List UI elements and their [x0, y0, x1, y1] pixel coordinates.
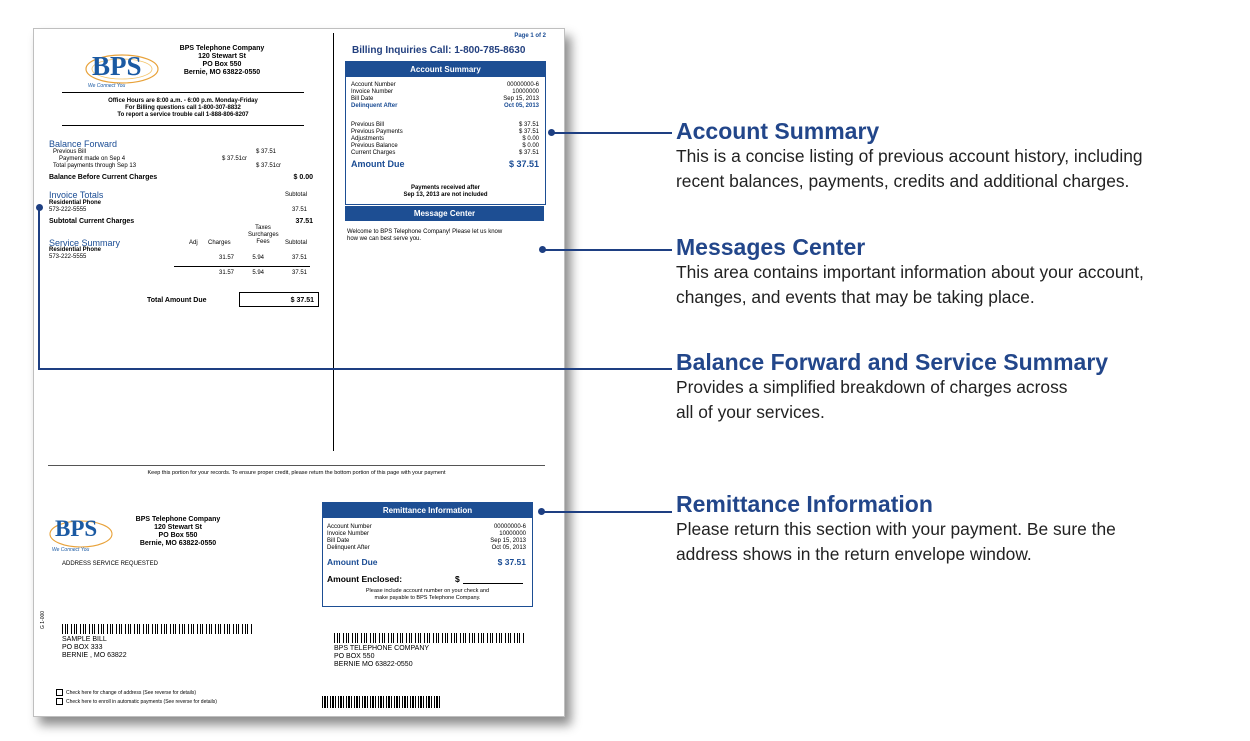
message-line: Welcome to BPS Telephone Company! Please let us know	[347, 229, 503, 235]
connector-messages	[542, 249, 672, 251]
total-fees: 5.94	[252, 270, 264, 276]
remit-row	[327, 538, 526, 545]
total-charges: 31.57	[218, 270, 234, 276]
row-value: $ 37.51	[518, 122, 539, 128]
amount-due-value: $ 37.51	[497, 557, 526, 567]
invoice-totals-title: Invoice Totals	[49, 190, 104, 200]
row-label: Current Charges	[351, 150, 396, 156]
totals-rule	[174, 266, 310, 267]
company-city: Bernie, MO 63822-0550	[183, 69, 261, 76]
amount-due-label: Amount Due	[351, 159, 405, 169]
callout-title: Remittance Information	[676, 491, 933, 517]
company-name: BPS Telephone Company	[135, 516, 221, 523]
invoice-phone: 573-222-5555	[49, 207, 87, 213]
total-due-box: $ 37.51	[239, 292, 319, 307]
checkbox-label: Check here to enroll in automatic payments (See reverse for details)	[66, 699, 217, 705]
divider	[62, 125, 304, 126]
row-label: Invoice Number	[327, 531, 370, 537]
callout-messages-center	[676, 234, 1144, 310]
trouble-line: To report a service trouble call 1-888-806-8207	[117, 112, 249, 118]
company-address-small	[118, 516, 238, 548]
row-value: $ 37.51	[518, 150, 539, 156]
callout-text: Please return this section with your payment. Be sure the	[676, 519, 1116, 539]
callout-text: changes, and events that may be taking place.	[676, 287, 1035, 307]
row-label: Previous Payments	[351, 129, 403, 135]
callout-text: Provides a simplified breakdown of charges across	[676, 377, 1068, 397]
charge-row	[351, 143, 539, 150]
change-address-checkbox[interactable]	[56, 689, 63, 696]
account-summary-header: Account Summary	[346, 62, 545, 77]
service-summary-title: Service Summary	[49, 238, 121, 248]
connector-remittance	[541, 511, 672, 513]
logo-text: BPS	[92, 51, 142, 81]
remittance-rows	[327, 524, 526, 552]
payee-name: BPS TELEPHONE COMPANY	[334, 645, 430, 652]
billing-inquiries: Billing Inquiries Call: 1-800-785-8630	[352, 45, 526, 56]
callout-text: This area contains important information about your account,	[676, 262, 1144, 282]
row-label: Bill Date	[327, 538, 350, 544]
row-label: Previous Bill	[351, 122, 385, 128]
row-charges: 31.57	[218, 255, 234, 261]
total-payments-amount: $ 37.51cr	[256, 163, 282, 169]
checkbox-group	[56, 689, 217, 707]
subtotal-current-label: Subtotal Current Charges	[49, 218, 135, 225]
message-center-header: Message Center	[345, 206, 544, 221]
service-name: Residential Phone	[49, 247, 102, 253]
row-label: Adjustments	[351, 136, 385, 142]
row-value: Sep 15, 2013	[503, 96, 539, 102]
note-line: Sep 13, 2013 are not included	[403, 192, 488, 198]
prev-bill-amount: $ 37.51	[256, 149, 277, 155]
logo-text: BPS	[55, 516, 98, 541]
callout-title: Messages Center	[676, 234, 866, 260]
charge-row	[351, 150, 539, 157]
row-value: 00000000-6	[493, 524, 526, 530]
amount-enclosed-label: Amount Enclosed:	[327, 574, 403, 584]
tear-line	[48, 465, 545, 466]
page-number: Page 1 of 2	[514, 33, 546, 39]
postal-barcode	[62, 624, 254, 634]
callout-balance-forward	[676, 349, 1108, 425]
row-value: $ 0.00	[522, 136, 539, 142]
connector-account-summary	[551, 132, 672, 134]
customer-name: SAMPLE BILL	[62, 636, 107, 643]
row-value: 10000000	[512, 89, 539, 95]
row-subtotal: 37.51	[291, 255, 307, 261]
row-label: Delinquent After	[351, 103, 398, 109]
row-label: Bill Date	[351, 96, 374, 102]
logo-tagline: We Connect You	[52, 547, 90, 553]
charges-rows	[351, 122, 539, 157]
balance-forward-title: Balance Forward	[49, 139, 118, 149]
row-label: Account Number	[327, 524, 372, 530]
checkbox-label: Check here for change of address (See reverse for details)	[66, 690, 197, 696]
total-subtotal: 37.51	[291, 270, 307, 276]
bill-page	[33, 28, 565, 717]
company-address	[162, 45, 282, 77]
payment-amount: $ 37.51cr	[222, 156, 248, 162]
customer-code: G 1-000	[40, 610, 46, 629]
callout-text: This is a concise listing of previous account history, including	[676, 146, 1143, 166]
total-payments-label: Total payments through Sep 13	[53, 163, 137, 169]
callout-text: address shows in the return envelope window.	[676, 544, 1032, 564]
charge-row	[351, 122, 539, 129]
postal-barcode	[334, 633, 526, 643]
invoice-number-row	[351, 89, 539, 96]
remittance-header: Remittance Information	[323, 503, 532, 518]
callout-text: recent balances, payments, credits and additional charges.	[676, 171, 1130, 191]
keep-notice: Keep this portion for your records. To ensure proper credit, please return the bottom portion of this page with your payment	[147, 470, 446, 476]
office-hours-line: Office Hours are 8:00 a.m. - 6:00 p.m. Monday-Friday	[108, 98, 258, 104]
row-label: Delinquent After	[327, 545, 370, 551]
service-subtotal-header: Subtotal	[284, 240, 307, 246]
message-text	[347, 229, 547, 243]
subtotal-header: Subtotal	[284, 192, 307, 198]
change-address-option[interactable]	[56, 689, 217, 698]
auto-pay-option[interactable]	[56, 698, 217, 707]
scan-barcode	[322, 696, 440, 708]
balance-before-amount: $ 0.00	[293, 174, 313, 181]
service-phone: 573-222-5555	[49, 254, 87, 260]
account-info-rows	[351, 82, 539, 110]
subtotal-current-amount: 37.51	[295, 218, 313, 225]
row-label: Previous Balance	[351, 143, 398, 149]
company-box: PO Box 550	[202, 61, 242, 68]
account-summary-box	[345, 61, 546, 205]
invoice-service: Residential Phone	[49, 200, 102, 206]
remit-amount-due	[327, 557, 526, 567]
remit-row	[327, 531, 526, 538]
connector-balance-vertical	[38, 207, 40, 370]
amount-due-label: Amount Due	[327, 557, 378, 567]
row-value: Oct 05, 2013	[491, 545, 526, 551]
row-label: Account Number	[351, 82, 396, 88]
customer-address	[62, 636, 127, 660]
remit-note	[323, 588, 532, 602]
bps-logo	[82, 43, 162, 91]
company-street: 120 Stewart St	[154, 524, 202, 531]
customer-city: BERNIE , MO 63822	[62, 652, 127, 659]
company-box: PO Box 550	[158, 532, 198, 539]
row-value: $ 0.00	[522, 143, 539, 149]
bill-date-row	[351, 96, 539, 103]
auto-pay-checkbox[interactable]	[56, 698, 63, 705]
callout-remittance	[676, 491, 1116, 567]
callout-account-summary	[676, 118, 1143, 194]
total-due-label: Total Amount Due	[147, 297, 207, 304]
divider	[62, 92, 304, 93]
address-service-requested: ADDRESS SERVICE REQUESTED	[62, 561, 158, 567]
row-value: Oct 05, 2013	[503, 103, 539, 109]
charge-row	[351, 136, 539, 143]
callout-title: Account Summary	[676, 118, 880, 144]
bps-logo-small	[46, 508, 116, 556]
amount-due-row	[351, 159, 539, 169]
remittance-box	[322, 502, 533, 607]
adj-header: Adj	[189, 240, 198, 246]
note-line: Payments received after	[410, 185, 481, 191]
company-street: 120 Stewart St	[198, 53, 246, 60]
row-value: 00000000-6	[506, 82, 539, 88]
logo-tagline: We Connect You	[88, 83, 126, 89]
row-fees: 5.94	[252, 255, 264, 261]
amount-enclosed-input[interactable]	[463, 583, 523, 584]
remit-row	[327, 524, 526, 531]
callout-title: Balance Forward and Service Summary	[676, 349, 1109, 375]
row-value: Sep 15, 2013	[490, 538, 526, 544]
row-value: 10000000	[499, 531, 526, 537]
taxes-header-line: Taxes	[255, 225, 271, 231]
row-value: $ 37.51	[518, 129, 539, 135]
message-line: how we can best serve you.	[347, 236, 422, 242]
charges-header: Charges	[208, 240, 231, 246]
payee-address	[334, 645, 429, 669]
note-line: Please include account number on your check and	[365, 588, 490, 594]
payee-city: BERNIE MO 63822-0550	[334, 661, 413, 668]
customer-box: PO BOX 333	[62, 644, 103, 651]
remit-row	[327, 545, 526, 552]
column-divider	[333, 33, 334, 451]
payee-box: PO BOX 550	[334, 653, 375, 660]
account-number-row	[351, 82, 539, 89]
fees-header-line: Fees	[256, 239, 270, 245]
prev-bill-label: Previous Bill	[53, 149, 87, 155]
billing-questions-line: For Billing questions call 1-800-307-8832	[125, 105, 241, 111]
company-city: Bernie, MO 63822-0550	[139, 540, 217, 547]
surcharges-header-line: Surcharges	[248, 232, 279, 238]
company-name: BPS Telephone Company	[179, 45, 265, 52]
invoice-amount: 37.51	[291, 207, 307, 213]
delinquent-row	[351, 103, 539, 110]
payments-note	[346, 185, 545, 199]
connector-balance	[38, 368, 672, 370]
amount-due-value: $ 37.51	[508, 159, 539, 169]
enclosed-dollar-sign: $	[455, 574, 460, 584]
callout-text: all of your services.	[676, 402, 825, 422]
payment-label: Payment made on Sep 4	[59, 156, 126, 162]
row-label: Invoice Number	[351, 89, 394, 95]
balance-before-label: Balance Before Current Charges	[49, 174, 158, 181]
note-line: make payable to BPS Telephone Company.	[374, 595, 481, 601]
office-hours	[62, 98, 304, 119]
charge-row	[351, 129, 539, 136]
